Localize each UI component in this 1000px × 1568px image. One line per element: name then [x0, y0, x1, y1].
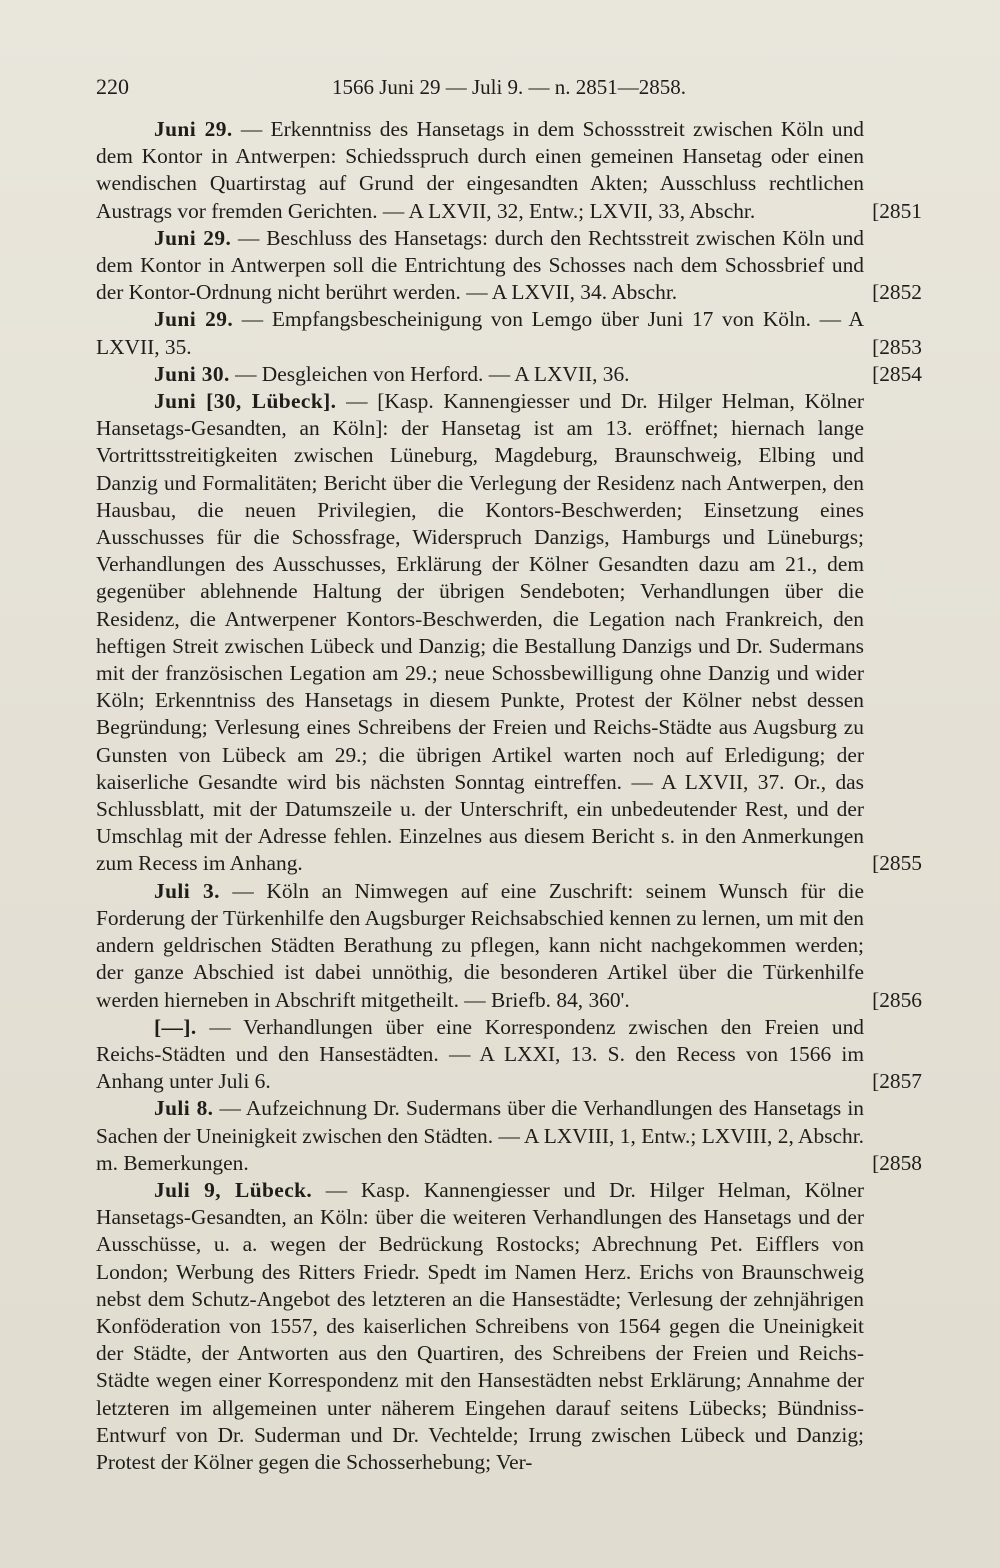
regest-entry — [96, 116, 922, 225]
entry-date: Juni 29. — [154, 307, 234, 332]
entry-text: — Beschluss des Hansetags: durch den Rechtsstreit zwischen Köln und dem Kontor in Antwerpen soll die Entrichtung des Schosses nach dem Schossbrief und der Kontor-Ordnung nicht berührt werden. — A LXVII, 34. Abschr. — [96, 225, 864, 305]
entry-text: — Aufzeichnung Dr. Sudermans über die Verhandlungen des Hansetags in Sachen der Uneinigkeit zwischen den Städten. — A LXVIII, 1, Entw.; LXVIII, 2, Abschr. m. Bemerkungen. — [96, 1096, 864, 1175]
regest-entry — [96, 306, 922, 360]
entry-date: Juli 3. — [154, 878, 220, 903]
regest-entry — [96, 1177, 922, 1476]
entry-text: — Desgleichen von Herford. — A LXVII, 36. — [229, 361, 630, 386]
entry-date: [—]. — [154, 1014, 197, 1039]
entry-date: Juni [30, Lübeck]. — [154, 389, 337, 414]
entry-date: Juni 29. — [154, 117, 233, 141]
entry-number: [2852 — [872, 280, 922, 305]
entry-date: Juli 8. — [154, 1096, 214, 1121]
entry-text: — [Kasp. Kannengiesser und Dr. Hilger Helman, Kölner Hansetags-Gesandten, an Köln]: der Hansetag ist am 13. eröffnet; hiernach lange Vortrittsstreitigkeiten zwischen Lüneburg, Magdeburg, Braunschweig, Elbing und Danzig und Formalitäten; Bericht über die Verlegung der Residenz nach Antwerpen, den Hausbau, die neuen Privilegien, die Kontors-Beschwerden; Einsetzung eines Ausschusses für die Schossfrage, Widerspruch Danzigs, Hamburgs und Lüneburgs; Verhandlungen des Ausschusses, Erklärung der Kölner Gesandten dazu am 21., dem gegenüber ablehnende Haltung der übrigen Sendeboten; Verhandlungen über die Residenz, die Antwerpener Kontors-Beschwerden, die Legation nach Frankreich, den heftigen Streit zwischen Lübeck und Danzig; die Bestallung Danzigs und Dr. Sudermans mit der französischen Legation am 29.; neue Schossbewilligung ohne Danzig und wider Köln; Erkenntniss des Hansetags in diesem Punkte, Protest der Kölner nebst dessen Begründung; Verlesung eines Schreibens der Freien und Reichs-Städte aus Augsburg zu Gunsten von Lübeck am 29.; die übrigen Artikel warten noch auf Erledigung; der kaiserliche Gesandte wird bis nächsten Sonntag eintreffen. — A LXVII, 37. Or., das Schlussblatt, mit der Datumszeile u. der Unterschrift, ein unbedeutender Rest, und der Umschlag mit der Adresse fehlen. Einzelnes aus diesem Bericht s. in den Anmerkungen zum Recess im Anhang. — [96, 389, 864, 876]
regest-entry — [96, 388, 922, 878]
running-head — [96, 72, 922, 102]
entry-number: [2853 — [872, 334, 922, 359]
regesta-body — [96, 116, 922, 1476]
regest-entry — [96, 361, 922, 388]
entry-text: — Köln an Nimwegen auf eine Zuschrift: seinem Wunsch für die Forderung der Türkenhilfe den Augsburger Reichsabschied kennen zu lernen, um mit den andern geldrischen Städten Berathung zu pflegen, kann nicht nachgekommen werden; der ganze Abschied ist dabei unnöthig, die besonderen Artikel über die Türkenhilfe werden hierneben in Abschrift mitgetheilt. — Briefb. 84, 360'. — [96, 878, 864, 1012]
entry-number: [2854 — [872, 361, 922, 386]
regest-entry — [96, 225, 922, 307]
running-title: 1566 Juni 29 — Juli 9. — n. 2851—2858. — [331, 75, 687, 99]
entry-date: Juni 30. — [154, 361, 230, 386]
entry-number: [2856 — [872, 987, 922, 1012]
regest-entry — [96, 1095, 922, 1177]
regest-entry — [96, 878, 922, 1014]
entry-text: — Verhandlungen über eine Korrespondenz zwischen den Freien und Reichs-Städten und den Hansestädten. — A LXXI, 13. S. den Recess von 1566 im Anhang unter Juli 6. — [96, 1014, 864, 1094]
page-number: 220 — [96, 74, 129, 99]
entry-date: Juli 9, Lübeck. — [154, 1177, 313, 1202]
entry-number: [2855 — [872, 851, 922, 876]
entry-date: Juni 29. — [154, 225, 232, 250]
entry-text: — Kasp. Kannengiesser und Dr. Hilger Helman, Kölner Hansetags-Gesandten, an Köln: über die weiteren Verhandlungen des Hansetags und der Ausschüsse, u. a. wegen der Bedrückung Rostocks; Abrechnung Pet. Eifflers von London; Werbung des Ritters Friedr. Spedt im Namen Herz. Erichs von Braunschweig nebst dem Schutz-Angebot des letzteren an die Hansestädte; Verlesung der zehnjährigen Konföderation von 1557, des kaiserlichen Schreibens von 1564 gegen die Uneinigkeit der Städte, der Antworten aus den Quartiren, des Schreibens der Freien und Reichs-Städte wegen einer Korrespondenz mit den Hansestädten nebst Erklärung; Annahme der letzteren im allgemeinen unter näherem Eingehen darauf seitens Lübecks; Bündniss-Entwurf von Dr. Suderman und Dr. Vechtelde; Irrung zwischen Lübeck und Danzig; Protest der Kölner gegen die Schosserhebung; Ver- — [96, 1177, 864, 1474]
entry-number: [2851 — [872, 198, 922, 223]
regest-entry — [96, 1014, 922, 1096]
entry-text: — Empfangsbescheinigung von Lemgo über Juni 17 von Köln. — A LXVII, 35. — [96, 307, 864, 359]
entry-number: [2858 — [872, 1150, 922, 1175]
entry-number: [2857 — [872, 1069, 922, 1094]
entry-text: — Erkenntniss des Hansetags in dem Schossstreit zwischen Köln und dem Kontor in Antwerpen: Schiedsspruch durch einen gemeinen Hansetag oder einen wendischen Quartirstag auf Grund der eingesandten Akten; Ausschluss rechtlichen Austrags vor fremden Gerichten. — A LXVII, 32, Entw.; LXVII, 33, Abschr. — [96, 117, 865, 223]
